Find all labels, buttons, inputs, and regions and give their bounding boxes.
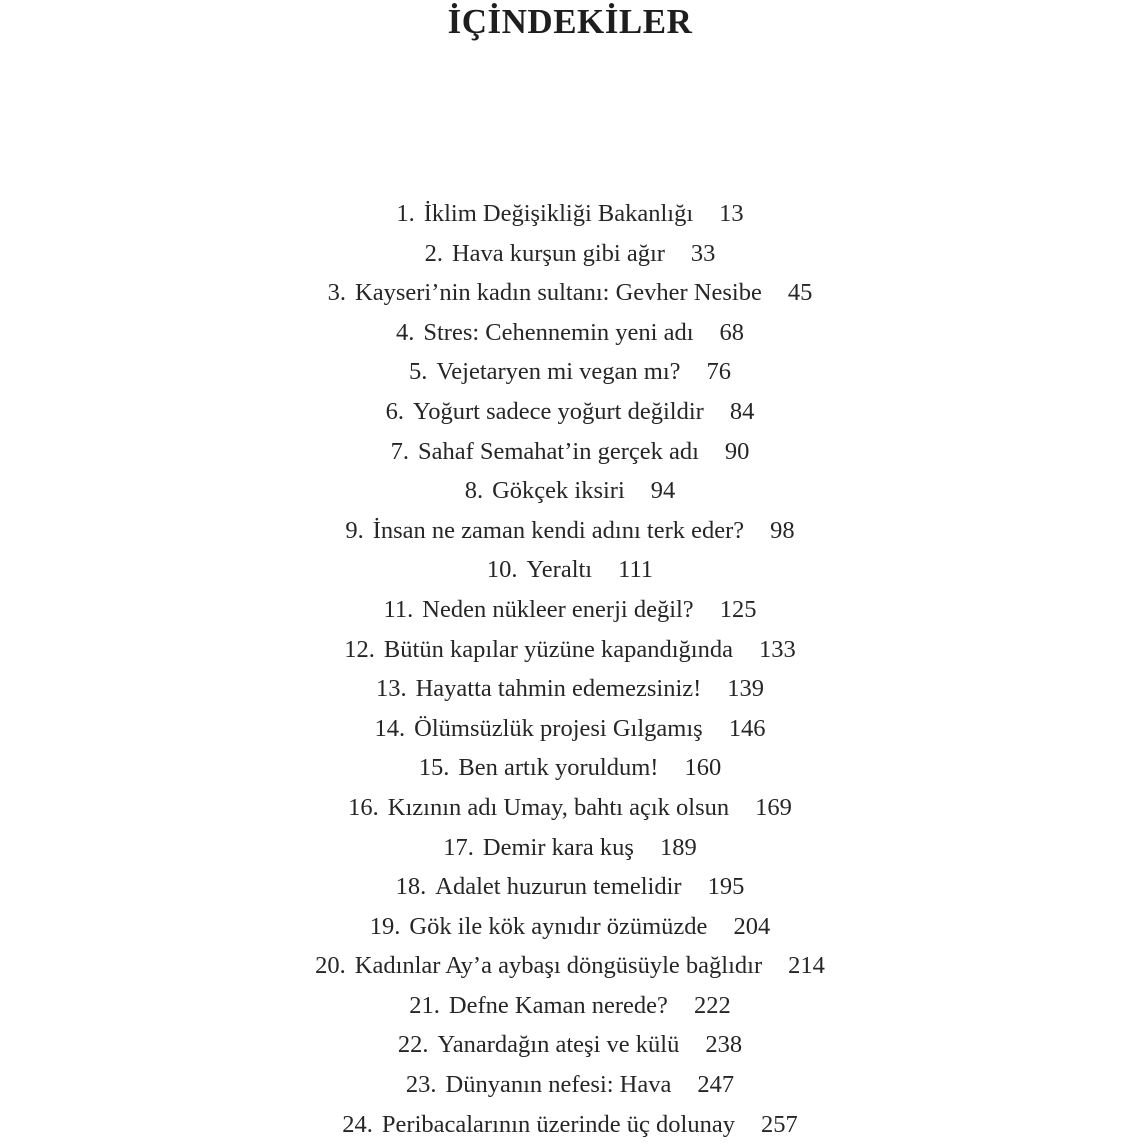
toc-entry: [0, 1025, 1140, 1065]
toc-entry: [0, 352, 1140, 392]
toc-entry: [0, 273, 1140, 313]
toc-entry-title: Demir kara kuş: [482, 833, 634, 861]
toc-entry-page-number: 125: [719, 595, 757, 623]
toc-entry-page-number: 169: [755, 793, 792, 821]
toc-entry-number: 10.: [486, 556, 518, 584]
toc-entry: [0, 946, 1140, 986]
toc-entry-page-number: 214: [788, 952, 825, 980]
toc-entry: [0, 828, 1140, 868]
toc-entry-title: Peribacalarının üzerinde üç dolunay: [381, 1110, 735, 1138]
toc-entry: [0, 788, 1140, 828]
toc-entry-page-number: 160: [684, 754, 722, 782]
toc-entry-title: Ben artık yoruldum!: [458, 754, 659, 782]
toc-entry-page-number: 195: [707, 873, 745, 901]
toc-entry-title: Yoğurt sadece yoğurt değildir: [413, 397, 704, 425]
toc-entry-number: 2.: [424, 239, 443, 267]
toc-entry-number: 19.: [369, 912, 401, 940]
toc-entry: [0, 630, 1140, 670]
toc-entry-title: Hava kurşun gibi ağır: [451, 239, 665, 267]
toc-entry-title: Sahaf Semahat’in gerçek adı: [417, 437, 699, 465]
toc-entry-page-number: 33: [690, 239, 716, 267]
toc-entry-page-number: 146: [728, 714, 766, 742]
toc-entry-title: Hayatta tahmin edemezsiniz!: [415, 675, 702, 703]
toc-entry: [0, 392, 1140, 432]
toc-entry-title: Kızının adı Umay, bahtı açık olsun: [387, 793, 730, 821]
toc-entry-title: Neden nükleer enerji değil?: [422, 595, 694, 623]
toc-entry-number: 14.: [374, 714, 406, 742]
toc-entry-number: 1.: [396, 200, 415, 227]
toc-entry-page-number: 247: [697, 1071, 735, 1099]
toc-entry-title: Kadınlar Ay’a aybaşı döngüsüyle bağlıdır: [354, 952, 763, 980]
toc-entry-page-number: 204: [733, 912, 771, 940]
toc-entry-page-number: 76: [706, 358, 732, 386]
toc-entry-title: Ölümsüzlük projesi Gılgamış: [414, 714, 703, 742]
toc-entry-title: Bütün kapılar yüzüne kapandığında: [383, 635, 733, 663]
toc-entry-number: 20.: [315, 952, 346, 980]
toc-entry-number: 18.: [395, 873, 427, 901]
toc-entry: [0, 550, 1140, 590]
toc-list: [0, 194, 1140, 1144]
toc-entry: [0, 748, 1140, 788]
toc-entry: [0, 194, 1140, 234]
toc-entry: [0, 907, 1140, 947]
toc-entry-page-number: 68: [719, 318, 744, 346]
toc-entry-number: 21.: [409, 991, 440, 1019]
toc-entry-page-number: 222: [693, 991, 731, 1019]
toc-entry-number: 9.: [345, 516, 364, 544]
toc-entry-number: 6.: [385, 397, 405, 425]
toc-entry-page-number: 13: [719, 200, 744, 227]
toc-entry-title: İklim Değişikliği Bakanlığı: [423, 200, 694, 227]
toc-entry-number: 24.: [342, 1110, 373, 1138]
toc-entry-number: 11.: [383, 595, 414, 623]
toc-entry-page-number: 238: [705, 1031, 743, 1059]
toc-entry-number: 22.: [397, 1031, 429, 1059]
toc-entry-page-number: 111: [618, 556, 654, 584]
toc-entry-number: 5.: [408, 358, 428, 386]
toc-entry-number: 16.: [348, 793, 379, 821]
toc-entry-title: Vejetaryen mi vegan mı?: [436, 358, 681, 386]
page-title: İÇİNDEKİLER: [447, 2, 693, 41]
toc-entry-number: 15.: [418, 754, 450, 782]
toc-entry: [0, 709, 1140, 749]
toc-entry-title: Yeraltı: [526, 556, 593, 584]
toc-entry: [0, 1105, 1140, 1144]
toc-entry-title: Dünyanın nefesi: Hava: [445, 1071, 672, 1099]
toc-entry: [0, 867, 1140, 907]
toc-entry-title: Gök ile kök aynıdır özümüzde: [409, 912, 708, 940]
toc-entry-number: 12.: [344, 635, 375, 663]
toc-entry-title: Gökçek iksiri: [492, 477, 625, 505]
toc-entry-number: 23.: [405, 1071, 437, 1099]
toc-entry-number: 13.: [375, 675, 407, 703]
toc-entry: [0, 986, 1140, 1026]
toc-entry-title: Kayseri’nin kadın sultanı: Gevher Nesibe: [355, 279, 762, 307]
toc-entry-page-number: 94: [650, 477, 676, 505]
toc-entry: [0, 432, 1140, 472]
toc-entry: [0, 313, 1140, 353]
toc-entry-page-number: 84: [729, 397, 755, 425]
toc-entry-page-number: 257: [760, 1110, 798, 1138]
toc-entry-number: 8.: [464, 477, 484, 505]
toc-entry: [0, 511, 1140, 551]
toc-entry-page-number: 98: [770, 516, 795, 544]
toc-entry-title: Defne Kaman nerede?: [448, 991, 668, 1019]
toc-entry-page-number: 139: [727, 675, 765, 703]
toc-entry: [0, 1065, 1140, 1105]
toc-entry-title: Adalet huzurun temelidir: [435, 873, 682, 901]
toc-entry: [0, 669, 1140, 709]
toc-entry: [0, 471, 1140, 511]
toc-entry-page-number: 189: [659, 833, 697, 861]
toc-entry: [0, 590, 1140, 630]
toc-entry-page-number: 45: [787, 279, 813, 307]
toc-entry-number: 7.: [390, 437, 409, 465]
toc-entry-title: İnsan ne zaman kendi adını terk eder?: [372, 516, 745, 544]
toc-entry-title: Yanardağın ateşi ve külü: [437, 1031, 680, 1059]
toc-entry-page-number: 90: [724, 437, 750, 465]
toc-entry-page-number: 133: [758, 635, 796, 663]
toc-entry-number: 17.: [443, 833, 474, 861]
toc-entry: [0, 234, 1140, 274]
toc-entry-number: 4.: [396, 318, 415, 346]
toc-entry-title: Stres: Cehennemin yeni adı: [423, 318, 694, 346]
toc-entry-number: 3.: [327, 279, 346, 307]
